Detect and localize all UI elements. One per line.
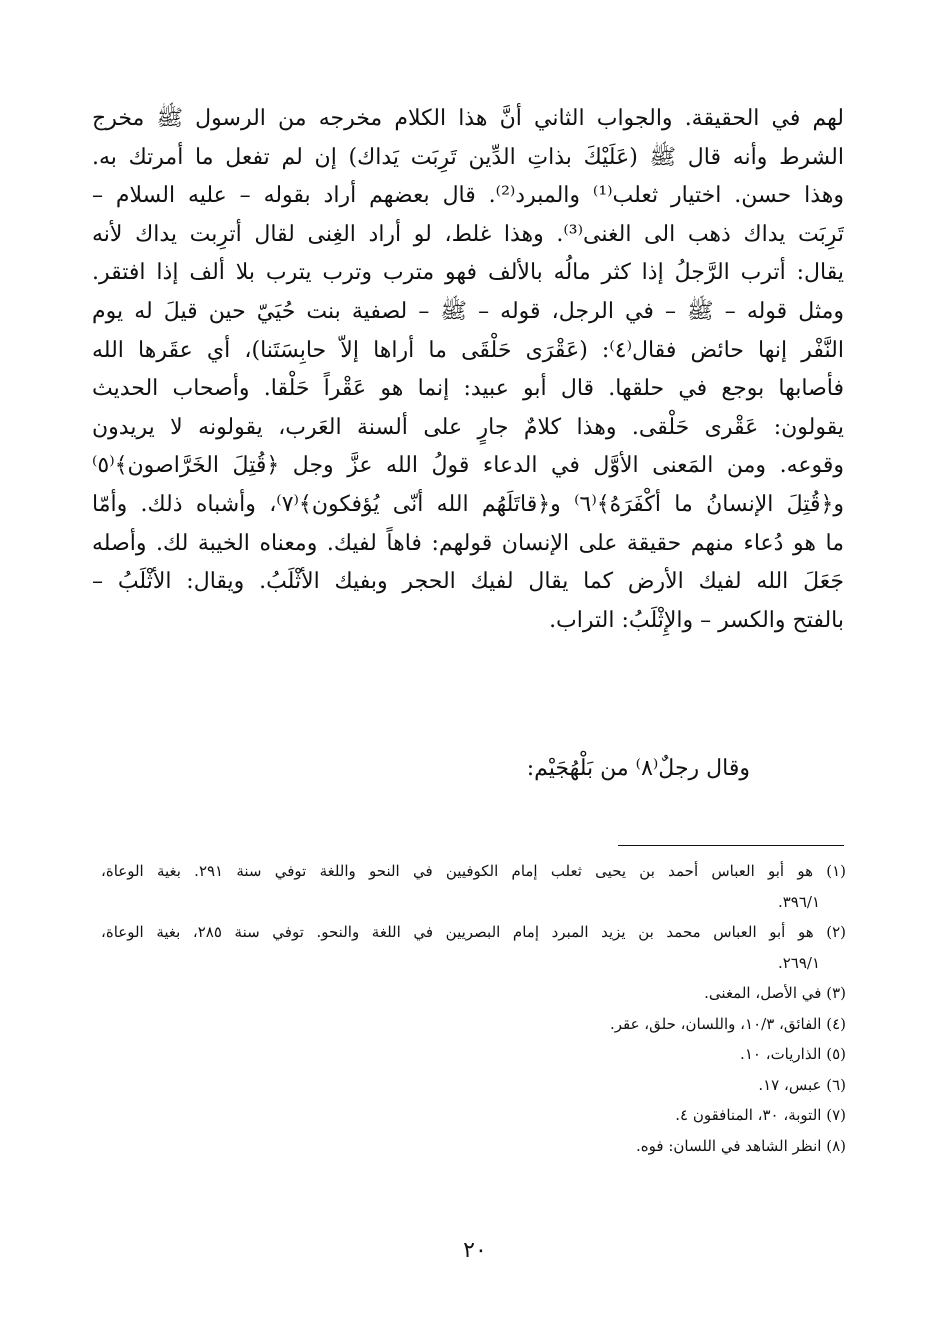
text-line: فأصابها بوجع في حلقها. قال أبو عبيد: إنما هو عَقْراً حَلْقا. وأصحاب الحديث <box>92 376 844 402</box>
text-line: يقال: أترب الرَّجلُ إذا كثر مالُه بالألف فهو مترب وترب يترب بلا ألف إذا افتقر. <box>92 260 844 286</box>
text-line: النَّفْر إنها حائض فقال⁽٤⁾: (عَقْرَى حَلْقَى ما أراها إلاّ حابِسَتَنا)، أي عقَرها الله <box>92 337 844 363</box>
text-line: يقولون: عَقْرى حَلْقى. وهذا كلامٌ جارٍ على ألسنة العَرب، يقولونه لا يريدون <box>92 414 844 440</box>
text-line: لهم في الحقيقة. والجواب الثاني أنَّ هذا الكلام مخرجه من الرسول ﷺ مخرج <box>92 106 844 131</box>
text-line: وقوعه. ومن المَعنى الأوَّل في الدعاء قولُ الله عزَّ وجل ﴿قُتِلَ الخَرَّاصون﴾⁽٥⁾ <box>92 453 844 479</box>
footnote-separator <box>618 845 844 846</box>
footnote-3: (٣) في الأصل، المغنى. <box>704 984 846 1002</box>
text-line: الشرط وأنه قال ﷺ (عَلَيْكَ بذاتِ الدِّين تَرِبَت يَداك) إن لم تفعل ما أمرتك به. <box>92 144 844 170</box>
footnote-2: (٢) هو أبو العباس محمد بن يزيد المبرد إمام البصريين في اللغة والنحو. توفي سنة ٢٨٥، بغية الوعاة، <box>101 923 846 941</box>
text-line: ومثل قوله – ﷺ – في الرجل، قوله – ﷺ – لصفية بنت حُيَيّ حين قيلَ له يوم <box>92 298 844 324</box>
verse-intro: وقال رجلٌ⁽٨⁾ من بَلْهُجَيْم: <box>526 756 750 781</box>
page-number: ٢٠ <box>463 1238 487 1263</box>
footnote-2-continuation: ٢٦٩/١. <box>777 953 820 972</box>
text-line: جَعَلَ الله لفيك الأرض كما يقال لفيك الحجر وبفيك الأثْلَبُ. ويقال: الأثْلَبُ – <box>92 569 844 595</box>
footnotes <box>101 856 846 1161</box>
footnote-5: (٥) الذاريات، ١٠. <box>740 1045 846 1063</box>
footnote-4: (٤) الفائق، ١٠/٣، واللسان، حلق، عقر. <box>609 1014 846 1033</box>
text-line: وهذا حسن. اختيار ثعلب⁽¹⁾ والمبرد⁽²⁾. قال بعضهم أراد بقوله – عليه السلام – <box>92 183 844 209</box>
main-text <box>92 100 844 640</box>
text-line: ما هو دُعاء منهم حقيقة على الإنسان قولهم: فاهاً لفيك. ومعناه الخيبة لك. وأصله <box>92 530 844 556</box>
footnote-1-continuation: ٣٩٦/١. <box>777 892 820 911</box>
footnote-7: (٧) التوبة، ٣٠، المنافقون ٤. <box>675 1106 846 1124</box>
text-line: بالفتح والكسر – والإِثْلَبُ: التراب. <box>549 607 844 633</box>
footnote-1: (١) هو أبو العباس أحمد بن يحيى ثعلب إمام الكوفيين في النحو واللغة توفي سنة ٢٩١. بغية الوعاة، <box>101 862 846 880</box>
text-line: تَرِبَت يداك ذهب الى الغنى⁽³⁾. وهذا غلط، لو أراد الغِنى لقال أترِبت يداك لأنه <box>92 221 844 247</box>
footnote-6: (٦) عبس، ١٧. <box>758 1075 846 1094</box>
footnote-8: (٨) انظر الشاهد في اللسان: فوه. <box>636 1136 846 1155</box>
text-line: و﴿قُتِلَ الإنسانُ ما أكْفَرَهُ﴾⁽٦⁾ و﴿قاتَلَهُم الله أنّى يُؤفكون﴾⁽٧⁾، وأشباه ذلك. وأمّا <box>92 491 844 517</box>
